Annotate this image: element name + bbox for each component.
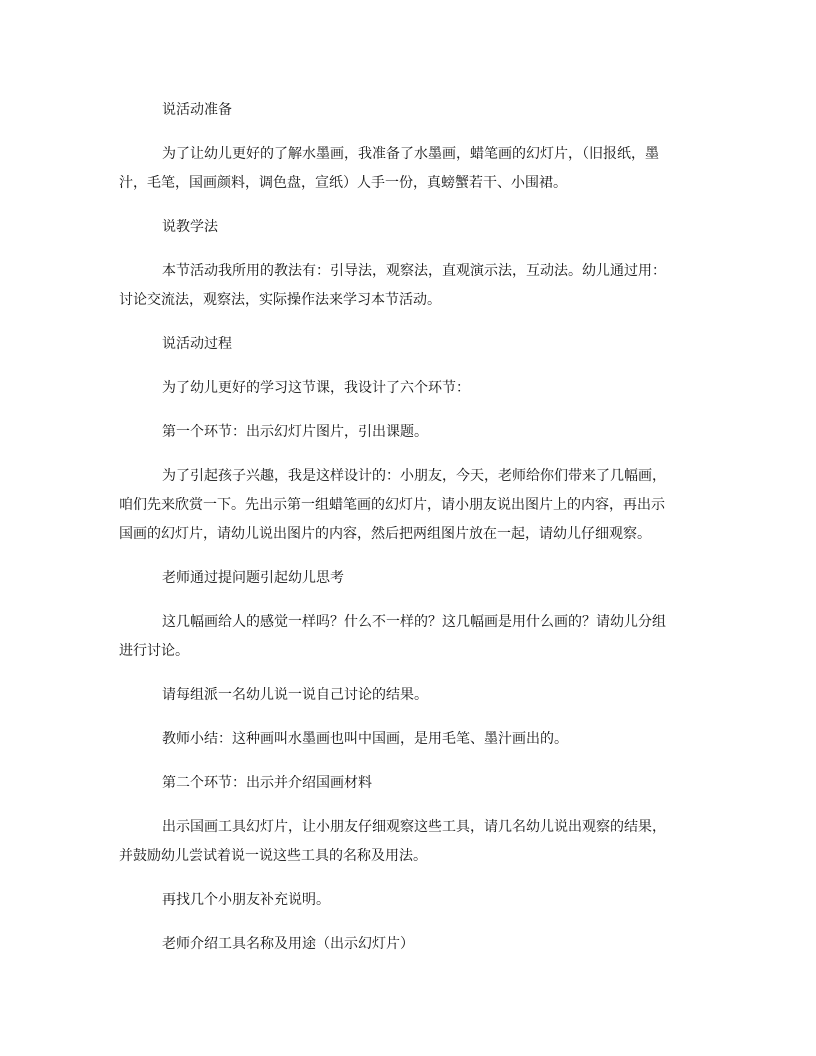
paragraph-step-one — [119, 418, 699, 447]
paragraph-line: 说活动准备 — [162, 102, 232, 118]
paragraph-line: 为了让幼儿更好的了解水墨画，我准备了水墨画，蜡笔画的幻灯片，（旧报纸，墨 — [162, 146, 659, 162]
paragraph-line: 国画的幻灯片，请幼儿说出图片的内容，然后把两组图片放在一起，请幼儿仔细观察。 — [119, 526, 651, 542]
paragraph-step-two — [119, 769, 699, 798]
heading-activity-preparation — [119, 96, 699, 125]
heading-activity-process — [119, 330, 699, 359]
paragraph-line: 为了幼儿更好的学习这节课，我设计了六个环节： — [162, 380, 470, 396]
document-body — [119, 96, 699, 974]
paragraph-line: 汁，毛笔，国画颜料，调色盘，宣纸）人手一份，真螃蟹若干、小围裙。 — [119, 175, 567, 191]
paragraph-line: 老师介绍工具名称及用途（出示幻灯片） — [162, 936, 414, 952]
paragraph-line: 本节活动我所用的教法有：引导法，观察法，直观演示法，互动法。幼儿通过用： — [162, 263, 666, 279]
paragraph-line: 并鼓励幼儿尝试着说一说这些工具的名称及用法。 — [119, 848, 427, 864]
paragraph-supplement — [119, 886, 699, 915]
paragraph-line: 这几幅画给人的感觉一样吗？什么不一样的？这几幅画是用什么画的？请幼儿分组 — [162, 614, 666, 630]
heading-teaching-method — [119, 213, 699, 242]
paragraph-teacher-summary — [119, 725, 699, 754]
paragraph-questions — [119, 608, 699, 666]
paragraph-line: 第二个环节：出示并介绍国画材料 — [162, 775, 372, 791]
paragraph-line: 再找几个小朋友补充说明。 — [162, 892, 330, 908]
paragraph-line: 讨论交流法，观察法，实际操作法来学习本节活动。 — [119, 292, 441, 308]
paragraph-line: 进行讨论。 — [119, 643, 189, 659]
paragraph-line: 请每组派一名幼儿说一说自己讨论的结果。 — [162, 687, 428, 703]
paragraph-teacher-questions — [119, 564, 699, 593]
paragraph-line: 说教学法 — [162, 219, 218, 235]
paragraph-line: 为了引起孩子兴趣，我是这样设计的：小朋友，今天，老师给你们带来了几幅画， — [162, 468, 666, 484]
paragraph-line: 说活动过程 — [162, 336, 232, 352]
paragraph-tools-slides — [119, 813, 699, 871]
paragraph-process-intro — [119, 374, 699, 403]
paragraph-line: 出示国画工具幻灯片，让小朋友仔细观察这些工具，请几名幼儿说出观察的结果， — [162, 819, 666, 835]
paragraph-interest-design — [119, 462, 699, 549]
paragraph-preparation — [119, 140, 699, 198]
paragraph-line: 教师小结：这种画叫水墨画也叫中国画，是用毛笔、墨汁画出的。 — [162, 731, 568, 747]
paragraph-line: 老师通过提问题引起幼儿思考 — [162, 570, 344, 586]
paragraph-group-report — [119, 681, 699, 710]
paragraph-teaching-method — [119, 257, 699, 315]
paragraph-teacher-introduces-tools — [119, 930, 699, 959]
paragraph-line: 咱们先来欣赏一下。先出示第一组蜡笔画的幻灯片，请小朋友说出图片上的内容，再出示 — [119, 497, 665, 513]
paragraph-line: 第一个环节：出示幻灯片图片，引出课题。 — [162, 424, 428, 440]
